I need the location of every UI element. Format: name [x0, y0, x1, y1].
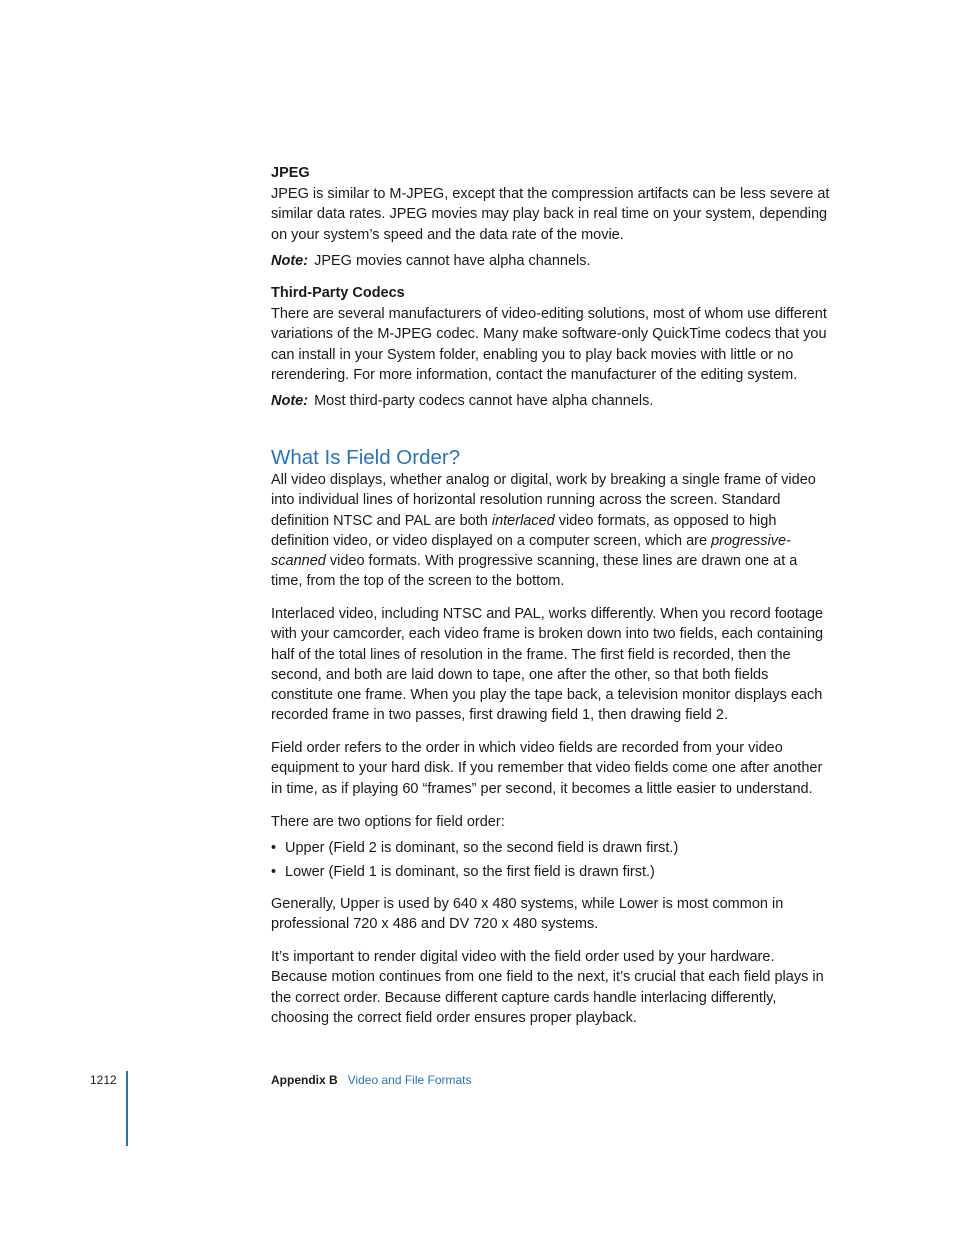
- note-label: Note:: [271, 393, 309, 409]
- list-item: • Upper (Field 2 is dominant, so the second field is drawn first.): [271, 840, 679, 856]
- jpeg-note: [271, 251, 831, 271]
- field-order-paragraph-5: Generally, Upper is used by 640 x 480 systems, while Lower is most common in professional 720 x 486 and DV 720 x 480 systems.: [271, 896, 784, 933]
- page-number: 1212: [90, 1073, 117, 1087]
- term-progressive-scanned: progressive-scanned: [271, 532, 791, 570]
- note-label: Note:: [271, 253, 309, 269]
- footer-appendix: [271, 1073, 472, 1087]
- third-party-heading: Third-Party Codecs: [271, 285, 405, 301]
- field-order-paragraph-4: There are two options for field order:: [271, 814, 505, 830]
- jpeg-heading: JPEG: [271, 165, 310, 181]
- note-text: JPEG movies cannot have alpha channels.: [314, 253, 591, 269]
- note-text: Most third-party codecs cannot have alpha channels.: [314, 393, 654, 409]
- section-heading: What Is Field Order?: [271, 446, 461, 469]
- field-order-paragraph-3: Field order refers to the order in which video fields are recorded from your video equipment to your hard disk. If you remember that video fields come one after another in time, as if playing 60 “frames” per second, it becomes a little easier to understand.: [271, 740, 823, 797]
- third-party-body: There are several manufacturers of video-editing solutions, most of whom use different variations of the M-JPEG codec. Many make software-only QuickTime codecs that you can install in your System folder, enabling you to play back movies with little or no rerendering. For more information, contact the manufacturer of the editing system.: [271, 306, 827, 383]
- field-order-paragraph-2: Interlaced video, including NTSC and PAL, works differently. When you record footage with your camcorder, each video frame is broken down into two fields, each containing half of the total lines of resolution in the frame. The first field is recorded, then the second, and both are laid down to tape, one after the other, so that both fields constitute one frame. When you play the tape back, a television monitor displays each recorded frame in two passes, first drawing field 1, then drawing field 2.: [271, 606, 824, 724]
- jpeg-body: JPEG is similar to M-JPEG, except that the compression artifacts can be less severe at similar data rates. JPEG movies may play back in real time on your system, depending on your system’s speed and the data rate of the movie.: [271, 186, 830, 243]
- field-order-paragraph-6: It’s important to render digital video with the field order used by your hardware. Because motion continues from one field to the next, it’s crucial that each field plays in the correct order. Because different capture cards handle interlacing differently, choosing the correct field order ensures proper playback.: [271, 949, 824, 1026]
- footer-divider: [126, 1071, 128, 1146]
- term-interlaced: interlaced: [491, 512, 555, 529]
- appendix-label: Appendix B: [271, 1073, 338, 1087]
- list-item: • Lower (Field 1 is dominant, so the first field is drawn first.): [271, 864, 655, 880]
- field-order-paragraph-1: All video displays, whether analog or digital, work by breaking a single frame of video into individual lines of horizontal resolution running across the screen. Standard definition NTSC and PAL are both interlaced video formats, as opposed to high definition video, or video displayed on a computer screen, which are progressive-scanned video formats. With progressive scanning, these lines are drawn one at a time, from the top of the screen to the bottom.: [271, 472, 816, 590]
- appendix-title-link[interactable]: Video and File Formats: [347, 1073, 472, 1087]
- third-party-note: [271, 391, 831, 411]
- bullet-icon: •: [271, 840, 277, 856]
- bullet-icon: •: [271, 864, 277, 880]
